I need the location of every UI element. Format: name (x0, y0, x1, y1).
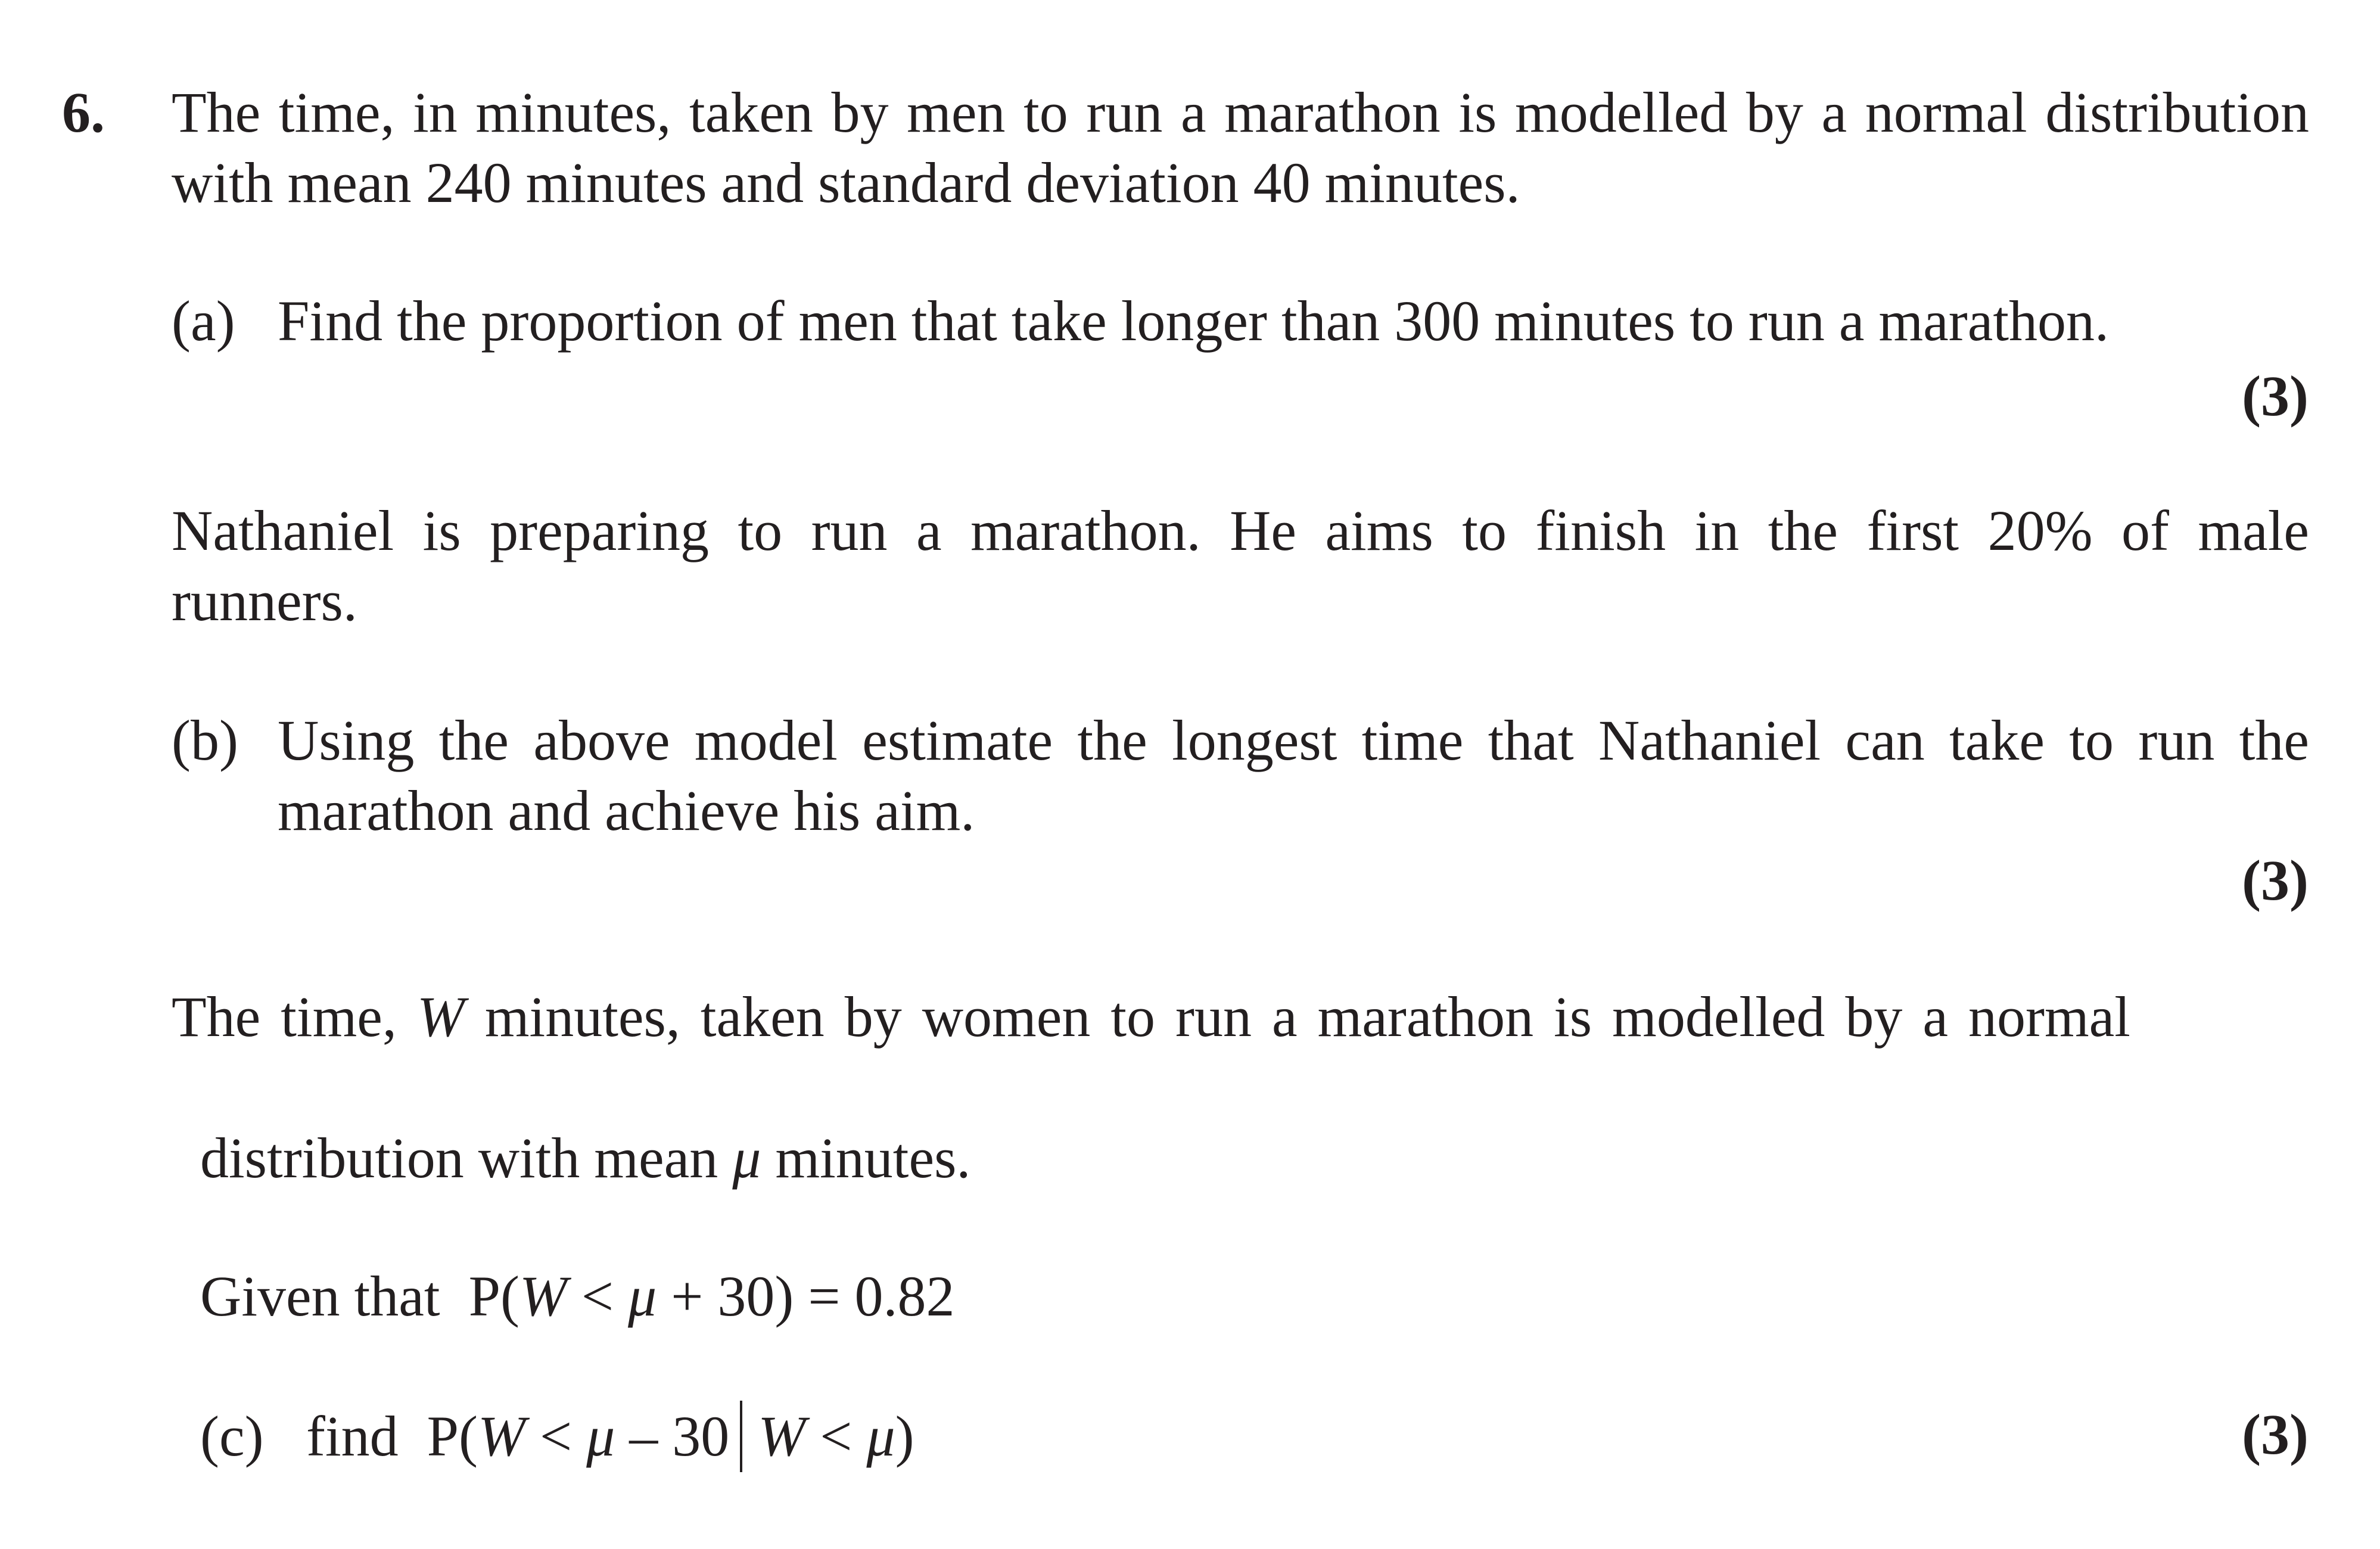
part-c-var-mu2: μ (866, 1404, 895, 1468)
context-c-post: minutes, taken by women to run a marathon is modelled by a normal (464, 985, 2130, 1049)
part-b-line-2: marathon and achieve his aim. (278, 779, 975, 842)
conditional-bar (740, 1401, 742, 1472)
context-b-line-2: runners. (172, 569, 357, 633)
given-var-w: W (519, 1264, 567, 1328)
part-c-minus: – 30 (615, 1404, 730, 1468)
part-c-var-mu1: μ (586, 1404, 615, 1468)
part-c-close: ) (895, 1404, 914, 1468)
intro-line-1: The time, in minutes, taken by men to run a marathon is modelled by a normal distribution (172, 80, 2309, 144)
part-c-lt2: < (805, 1404, 867, 1468)
context-c-line-2 (172, 1053, 970, 1193)
intro-line-2: with mean 240 minutes and standard deviation 40 minutes. (172, 151, 1520, 214)
part-b-label: (b) (172, 708, 238, 772)
given-prefix: Given that P( (200, 1264, 519, 1328)
part-c-marks: (3) (2242, 1402, 2309, 1466)
part-b-marks: (3) (2242, 848, 2309, 912)
given-rest: + 30) = 0.82 (657, 1264, 955, 1328)
context-b-line-1: Nathaniel is preparing to run a marathon. He aims to finish in the first 20% of male (172, 499, 2309, 562)
part-a-text: Find the proportion of men that take longer than 300 minutes to run a marathon. (278, 289, 2110, 353)
part-c (172, 1331, 914, 1472)
part-b-line-1 (172, 705, 2309, 775)
part-b-text-1: Using the above model estimate the longest time that Nathaniel can take to run the (278, 708, 2309, 772)
part-a (172, 286, 2109, 356)
variable-mu: μ (732, 1126, 761, 1190)
part-a-label: (a) (172, 289, 235, 353)
context-c-line2-post: minutes. (761, 1126, 971, 1190)
context-c-line-1 (172, 982, 2309, 1052)
part-c-var-w1: W (478, 1404, 525, 1468)
part-c-var-w2: W (758, 1404, 806, 1468)
context-c-line2-pre: distribution with mean (200, 1126, 733, 1190)
variable-w: W (416, 985, 465, 1049)
given-statement (172, 1192, 954, 1331)
part-c-label: (c) (200, 1404, 264, 1468)
given-var-mu: μ (628, 1264, 657, 1328)
part-a-marks: (3) (2242, 364, 2309, 428)
context-c-pre: The time, (172, 985, 417, 1049)
question-number: 6. (62, 80, 105, 144)
part-c-lt1: < (525, 1404, 587, 1468)
part-c-prefix: find P( (306, 1404, 478, 1468)
given-lt: < (567, 1264, 629, 1328)
